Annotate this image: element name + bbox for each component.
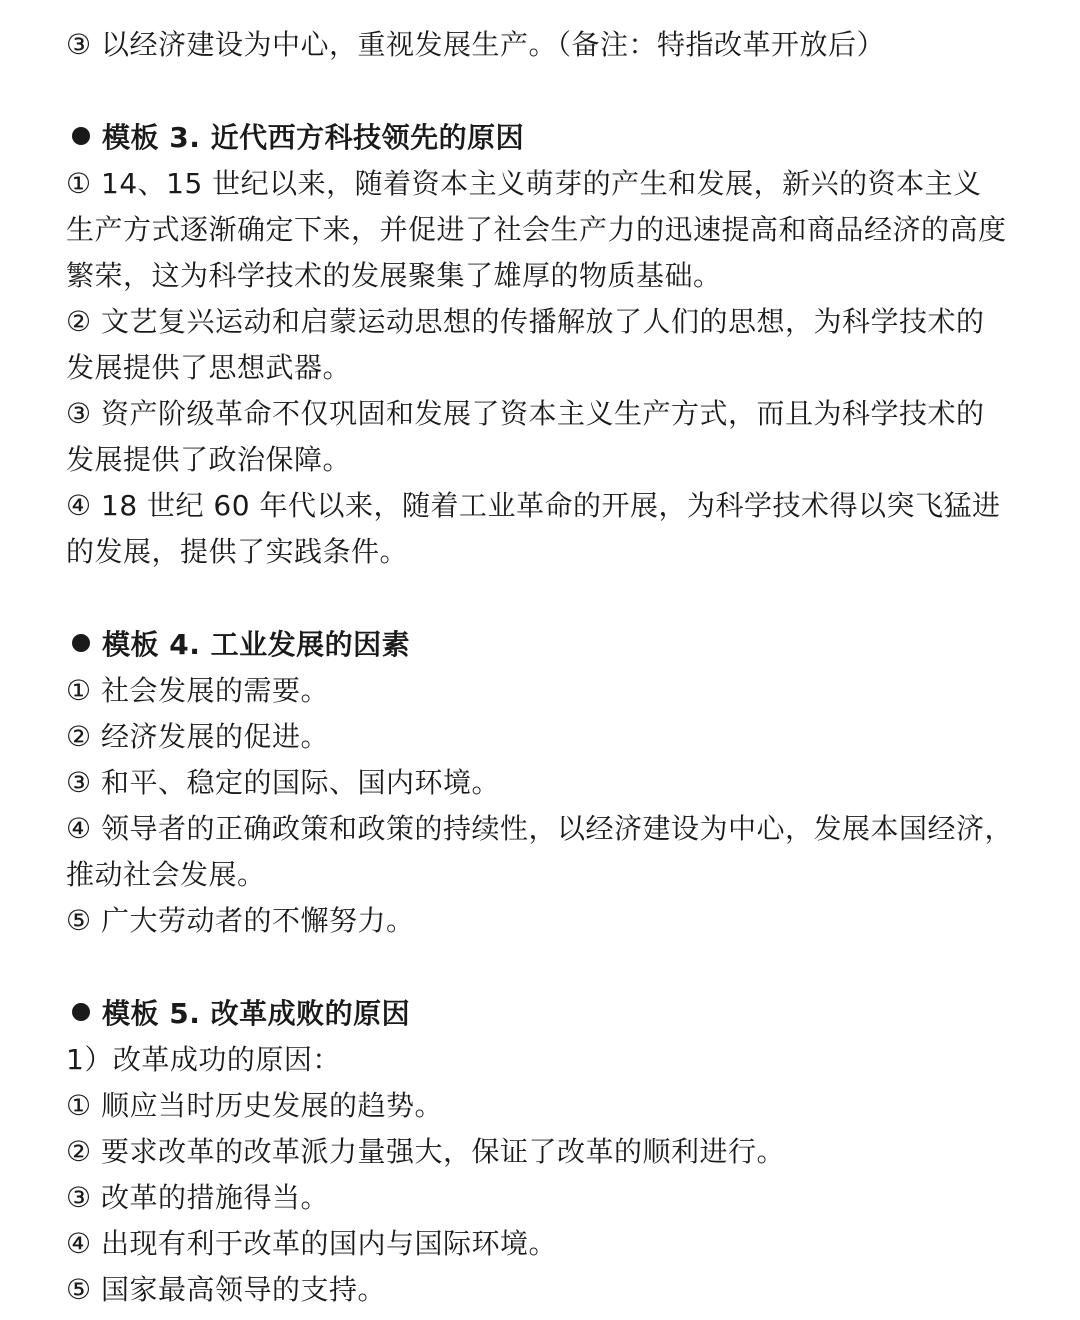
text-line: ③ 和平、稳定的国际、国内环境。 <box>66 766 501 799</box>
text-line: ④ 领导者的正确政策和政策的持续性，以经济建设为中心，发展本国经济， <box>66 812 1014 845</box>
text-line: 繁荣，这为科学技术的发展聚集了雄厚的物质基础。 <box>66 259 722 292</box>
section-5-title: 模板 5. 改革成败的原因 <box>102 997 411 1030</box>
text-line: ① 14、15 世纪以来，随着资本主义萌芽的产生和发展，新兴的资本主义 <box>66 167 982 200</box>
section-5-item-2 <box>66 1129 1026 1175</box>
section-4-heading <box>66 622 1026 668</box>
text-line: ① 顺应当时历史发展的趋势。 <box>66 1089 444 1122</box>
section-5-subtitle: 1）改革成功的原因： <box>66 1043 341 1076</box>
section-3-title: 模板 3. 近代西方科技领先的原因 <box>102 121 525 154</box>
section-3-heading <box>66 115 1026 161</box>
text-line: 的发展，提供了实践条件。 <box>66 535 409 568</box>
section-5-heading <box>66 991 1026 1037</box>
section-3-item-4 <box>66 483 1026 575</box>
section-4-item-1 <box>66 668 1026 714</box>
section-5-item-4 <box>66 1221 1026 1267</box>
text-line: ② 要求改革的改革派力量强大，保证了改革的顺利进行。 <box>66 1135 786 1168</box>
section-4-item-5 <box>66 898 1026 944</box>
section-3-item-1 <box>66 161 1026 299</box>
text-line: 推动社会发展。 <box>66 858 266 891</box>
section-4-item-3 <box>66 760 1026 806</box>
section-4-item-4 <box>66 806 1026 898</box>
section-5-item-5 <box>66 1267 1026 1313</box>
intro-item-3: ③ 以经济建设为中心，重视发展生产。（备注：特指改革开放后） <box>66 28 886 61</box>
text-line: ④ 出现有利于改革的国内与国际环境。 <box>66 1227 558 1260</box>
section-3-item-2 <box>66 299 1026 391</box>
text-line: 生产方式逐渐确定下来，并促进了社会生产力的迅速提高和商品经济的高度 <box>66 213 1007 246</box>
text-line: 发展提供了政治保障。 <box>66 443 352 476</box>
text-line: ③ 改革的措施得当。 <box>66 1181 330 1214</box>
section-4-item-2 <box>66 714 1026 760</box>
section-4-title: 模板 4. 工业发展的因素 <box>102 628 411 661</box>
document-page <box>66 22 1026 1313</box>
text-line: ② 文艺复兴运动和启蒙运动思想的传播解放了人们的思想，为科学技术的 <box>66 305 985 338</box>
text-line: ⑤ 广大劳动者的不懈努力。 <box>66 904 415 937</box>
text-line: ③ 资产阶级革命不仅巩固和发展了资本主义生产方式，而且为科学技术的 <box>66 397 985 430</box>
text-line: ④ 18 世纪 60 年代以来，随着工业革命的开展，为科学技术得以突飞猛进 <box>66 489 1001 522</box>
text-line: ① 社会发展的需要。 <box>66 674 330 707</box>
bullet-icon <box>72 1003 90 1021</box>
section-5-item-3 <box>66 1175 1026 1221</box>
section-5-item-1 <box>66 1083 1026 1129</box>
bullet-icon <box>72 127 90 145</box>
text-line: ② 经济发展的促进。 <box>66 720 330 753</box>
bullet-icon <box>72 634 90 652</box>
text-line: 发展提供了思想武器。 <box>66 351 352 384</box>
section-3-item-3 <box>66 391 1026 483</box>
text-line: ⑤ 国家最高领导的支持。 <box>66 1273 387 1306</box>
